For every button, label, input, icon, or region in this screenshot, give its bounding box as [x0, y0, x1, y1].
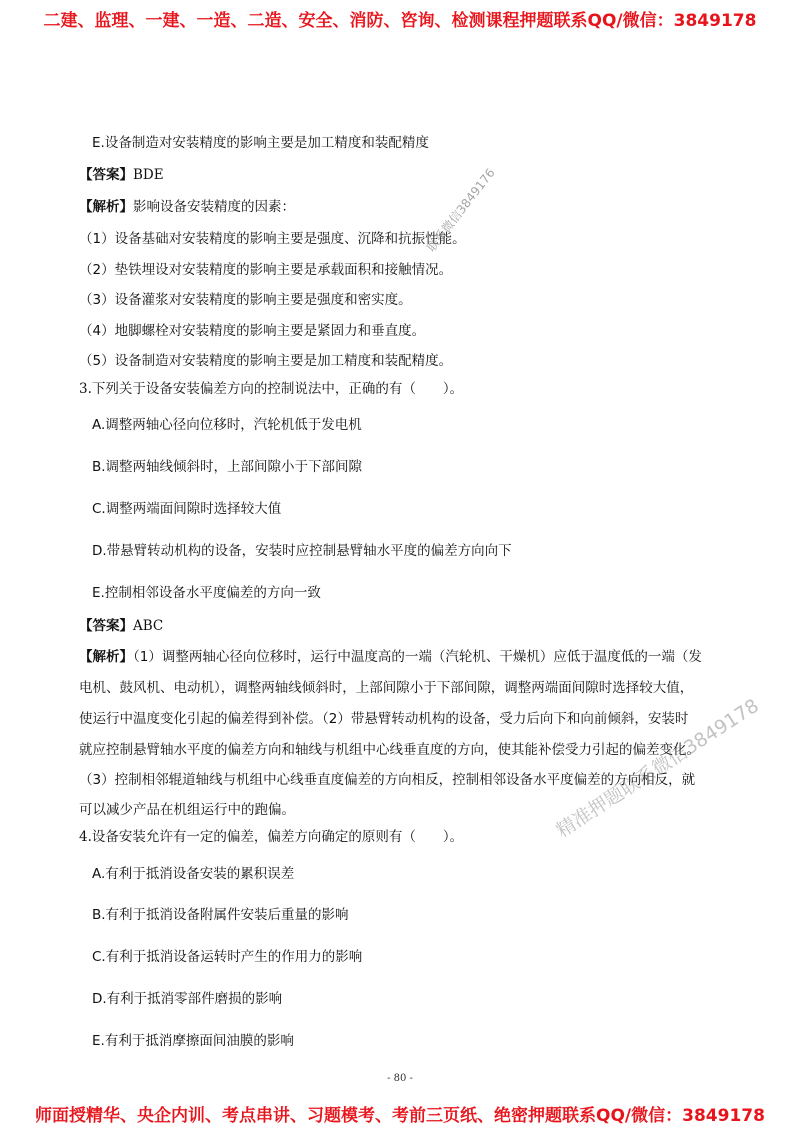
analysis-tag: 【解析】 [79, 649, 133, 665]
q3-analysis-text: （1）调整两轴心径向位移时，运行中温度高的一端（汽轮机、干燥机）应低于温度低的一端（发 [133, 649, 702, 665]
q2-answer: BDE [133, 167, 164, 183]
q4-option-a: A.有利于抵消设备安装的累积误差 [92, 866, 295, 882]
q2-analysis-point: （4）地脚螺栓对安装精度的影响主要是紧固力和垂直度。 [79, 323, 426, 339]
answer-tag: 【答案】 [79, 167, 133, 183]
q2-analysis-point: （5）设备制造对安装精度的影响主要是加工精度和装配精度。 [79, 353, 453, 369]
analysis-tag: 【解析】 [79, 199, 133, 215]
q3-option-d: D.带悬臂转动机构的设备，安装时应控制悬臂轴水平度的偏差方向向下 [92, 543, 512, 559]
q3-analysis-line: 使运行中温度变化引起的偏差得到补偿。（2）带悬臂转动机构的设备，受力后向下和向前倾斜，安装时 [79, 711, 689, 727]
q4-option-b: B.有利于抵消设备附属件安装后重量的影响 [92, 907, 349, 923]
q3-analysis-line: 电机、鼓风机、电动机），调整两轴线倾斜时，上部间隙小于下部间隙，调整两端面间隙时选择较大值， [79, 680, 694, 696]
q2-analysis-heading [79, 198, 295, 216]
q3-answer: ABC [133, 618, 164, 634]
q3-analysis-line: 可以减少产品在机组运行中的跑偏。 [79, 802, 295, 818]
top-contact-banner: 二建、监理、一建、一造、二造、安全、消防、咨询、检测课程押题联系QQ/微信：3849178 [43, 11, 757, 31]
bottom-contact-banner: 师面授精华、央企内训、考点串讲、习题模考、考前三页纸、绝密押题联系QQ/微信：3849178 [35, 1106, 765, 1126]
q4-option-d: D.有利于抵消零部件磨损的影响 [92, 991, 283, 1007]
q3-analysis-line: 就应控制悬臂轴水平度的偏差方向和轴线与机组中心线垂直度的方向，使其能补偿受力引起的偏差变化。 [79, 742, 700, 758]
q3-analysis-line: （3）控制相邻辊道轴线与机组中心线垂直度偏差的方向相反，控制相邻设备水平度偏差的方向相反，就 [79, 772, 696, 788]
q2-analysis-point: （2）垫铁埋设对安装精度的影响主要是承载面积和接触情况。 [79, 262, 453, 278]
q4-option-e: E.有利于抵消摩擦面间油膜的影响 [92, 1033, 294, 1049]
q2-option-e: E.设备制造对安装精度的影响主要是加工精度和装配精度 [92, 135, 429, 151]
q3-option-a: A.调整两轴心径向位移时，汽轮机低于发电机 [92, 417, 362, 433]
q4-option-c: C.有利于抵消设备运转时产生的作用力的影响 [92, 949, 363, 965]
diagonal-watermark-large: 精准押题联系微信3849178 [552, 694, 763, 843]
q3-analysis-line [79, 648, 702, 666]
q2-answer-line [79, 166, 164, 184]
q3-option-b: B.调整两轴线倾斜时，上部间隙小于下部间隙 [92, 459, 363, 475]
q3-answer-line [79, 617, 163, 635]
answer-tag: 【答案】 [79, 618, 133, 634]
diagonal-watermark-small: 联系微信3849176 [424, 165, 498, 255]
q2-analysis-intro: 影响设备安装精度的因素： [133, 199, 295, 215]
q4-stem: 4.设备安装允许有一定的偏差，偏差方向确定的原则有（ ）。 [79, 829, 464, 845]
q3-option-c: C.调整两端面间隙时选择较大值 [92, 501, 282, 517]
q2-analysis-point: （3）设备灌浆对安装精度的影响主要是强度和密实度。 [79, 292, 412, 308]
q2-analysis-point: （1）设备基础对安装精度的影响主要是强度、沉降和抗振性能。 [79, 231, 466, 247]
page-number: - 80 - [387, 1073, 413, 1084]
q3-stem: 3.下列关于设备安装偏差方向的控制说法中，正确的有（ ）。 [79, 381, 464, 397]
q3-option-e: E.控制相邻设备水平度偏差的方向一致 [92, 585, 321, 601]
